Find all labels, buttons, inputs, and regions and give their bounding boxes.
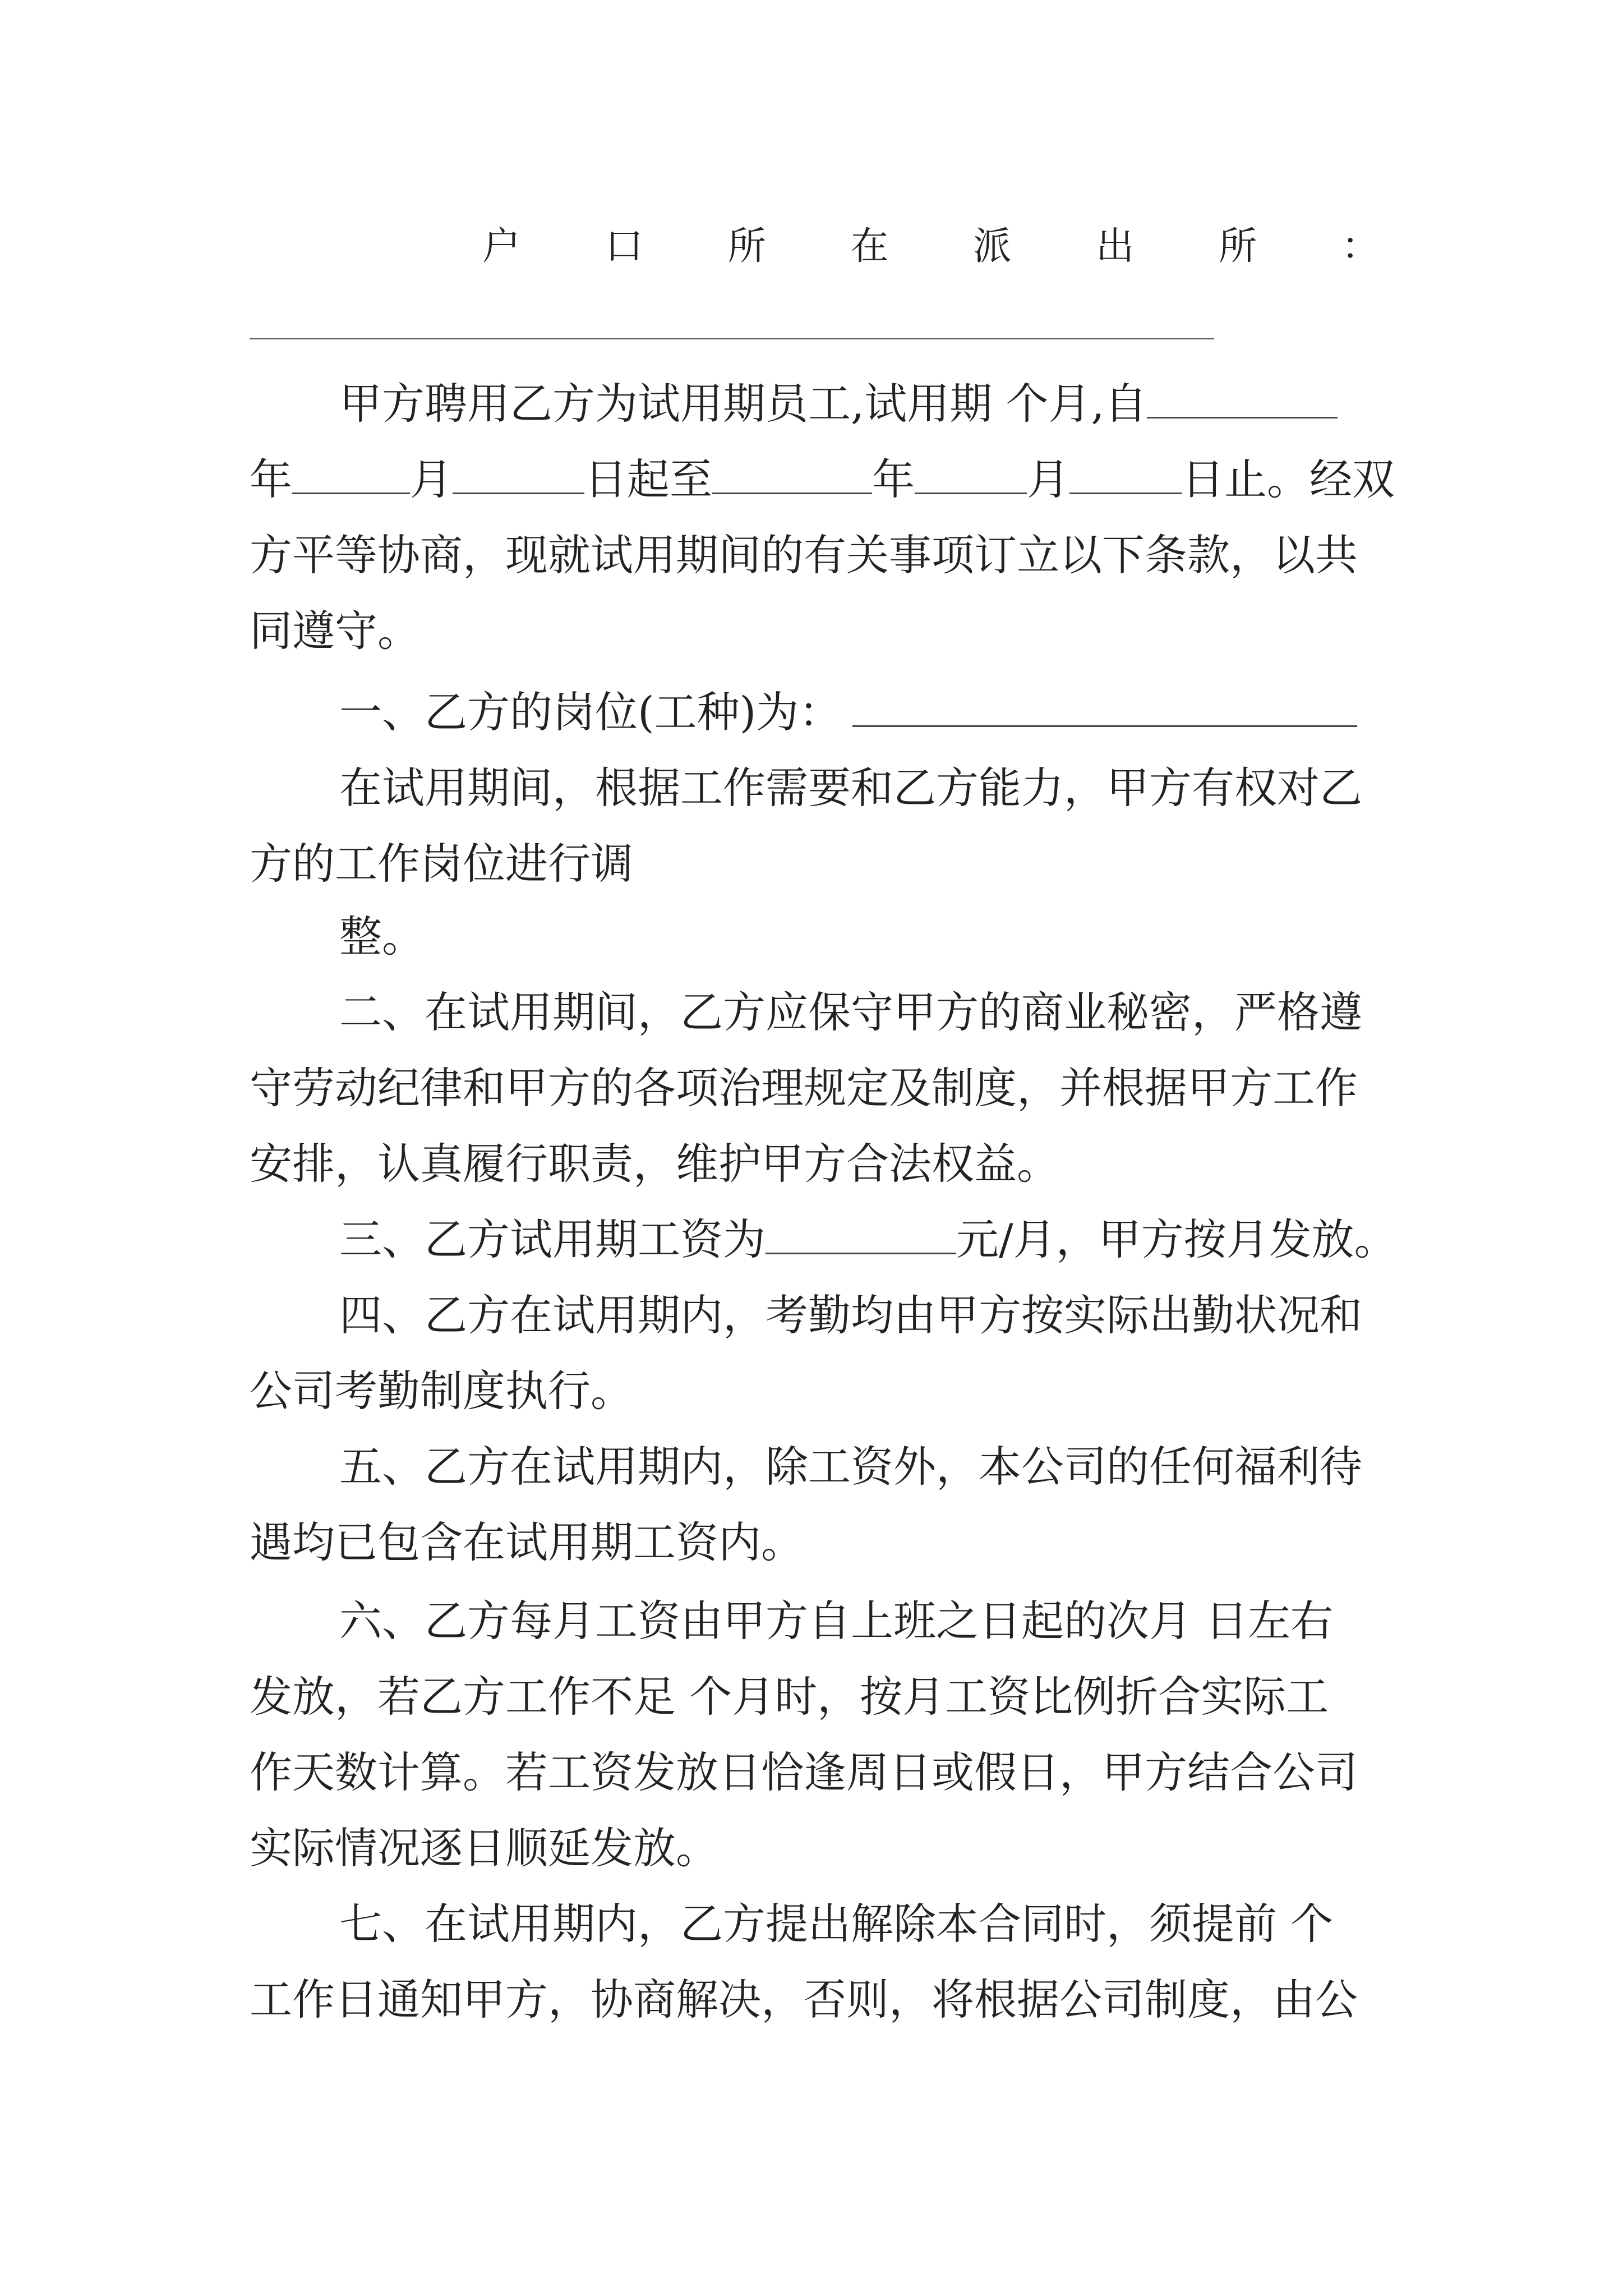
section-6-line-4: 实际情况逐日顺延发放。 <box>250 1823 718 1873</box>
text-segment: 年 <box>250 454 292 504</box>
paragraph-1-line-4: 同遵守。 <box>250 606 420 656</box>
end-month-blank <box>1069 449 1182 494</box>
section-2-line-3: 安排，认真履行职责，维护甲方合法权益。 <box>250 1139 1059 1189</box>
text-segment: 年 <box>872 454 915 504</box>
paragraph-1-line-3: 方平等协商，现就试用期间的有关事项订立以下条款，以共 <box>250 530 1358 580</box>
section-6-line-3: 作天数计算。若工资发放日恰逢周日或假日，甲方结合公司 <box>250 1747 1358 1797</box>
heading-char: 派 <box>973 224 1012 269</box>
section-1-line-4: 整。 <box>339 912 425 961</box>
section-6-line-2: 发放，若乙方工作不足 个月时，按月工资比例折合实际工 <box>250 1672 1329 1722</box>
heading-char: 在 <box>850 224 889 269</box>
section-6-line-1: 六、乙方每月工资由甲方自上班之日起的次月 日左右 <box>339 1596 1334 1646</box>
start-date-blank <box>1147 373 1338 418</box>
section-7-line-1: 七、在试用期内，乙方提出解除本合同时，须提前 个 <box>339 1899 1334 1949</box>
section-2-line-1: 二、在试用期间，乙方应保守甲方的商业秘密，严格遵 <box>339 987 1362 1037</box>
heading-char: 口 <box>605 224 643 269</box>
fill-in-rule <box>250 338 1214 339</box>
heading-char: 所 <box>1219 224 1257 269</box>
end-date-blank <box>712 449 872 494</box>
paragraph-1-line-1 <box>339 370 1338 438</box>
text-segment: 三、乙方试用期工资为 <box>339 1214 766 1264</box>
section-4-line-2: 公司考勤制度执行。 <box>250 1366 633 1416</box>
start-month-blank <box>453 449 584 494</box>
section-1-position <box>339 679 1357 746</box>
text-segment: 月 <box>1027 454 1069 504</box>
text-segment: 一、乙方的岗位(工种)为： <box>339 687 842 737</box>
section-7-line-2: 工作日通知甲方，协商解决，否则，将根据公司制度，由公 <box>250 1975 1358 2024</box>
section-5-line-1: 五、乙方在试用期内，除工资外，本公司的任何福利待 <box>339 1442 1362 1492</box>
paragraph-1-line-2 <box>250 446 1395 513</box>
heading-char: 户 <box>482 224 521 269</box>
heading-char: 出 <box>1096 224 1135 269</box>
heading-char: ： <box>1341 224 1380 269</box>
section-2-line-2: 守劳动纪律和甲方的各项治理规定及制度，并根据甲方工作 <box>250 1063 1358 1113</box>
text-segment: 元/月，甲方按月发放。 <box>956 1214 1397 1264</box>
heading-char: 所 <box>727 224 766 269</box>
section-5-line-2: 遇均已包含在试用期工资内。 <box>250 1517 804 1567</box>
section-4-line-1: 四、乙方在试用期内，考勤均由甲方按实际出勤状况和 <box>339 1290 1362 1340</box>
position-blank <box>852 682 1357 727</box>
section-1-line-2: 在试用期间，根据工作需要和乙方能力，甲方有权对乙 <box>339 763 1362 813</box>
text-segment: 月 <box>410 454 453 504</box>
section-3-salary <box>339 1206 1397 1273</box>
section-1-line-3: 方的工作岗位进行调 <box>250 839 633 889</box>
salary-blank <box>766 1209 956 1254</box>
text-segment: 日止。经双 <box>1182 454 1395 504</box>
household-police-station-heading <box>482 216 1380 278</box>
text-segment: 日起至 <box>584 454 712 504</box>
start-year-blank <box>292 449 410 494</box>
text-segment: 甲方聘用乙方为试用期员工,试用期 个月,自 <box>339 379 1147 429</box>
end-year-blank <box>915 449 1027 494</box>
